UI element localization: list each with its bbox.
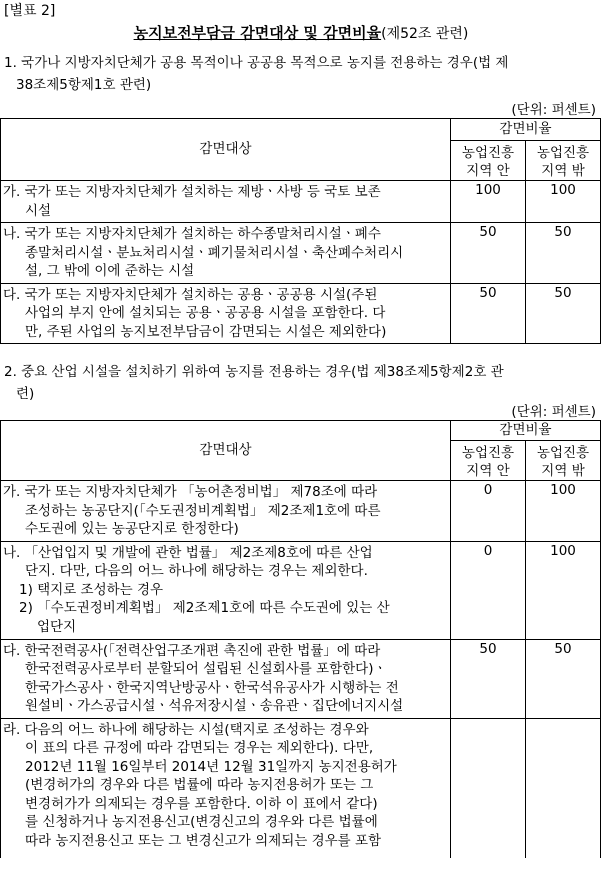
row-rate-out: 50 (526, 283, 601, 344)
section2-heading-line2: 련) (16, 386, 35, 402)
row-rate-out: 100 (526, 481, 601, 542)
section1-heading (4, 52, 598, 96)
row-line: (변경허가의 경우와 다른 법률에 따라 농지전용허가 또는 그 (25, 777, 374, 793)
row-line: 다. 국가 또는 지방자치단체가 설치하는 공용ㆍ공공용 시설(주된 (3, 286, 378, 303)
header-in-zone (451, 441, 526, 481)
row-line: 단지. 다만, 다음의 어느 하나에 해당하는 경우는 제외한다. (25, 563, 368, 579)
row-target (1, 639, 451, 718)
header-out-zone (526, 141, 601, 181)
row-line: 를 신청하거나 농지전용신고(변경신고의 경우와 다른 법률에 (25, 814, 378, 830)
header-in-zone-line1: 농업진흥 (461, 145, 515, 161)
document-title (0, 22, 602, 43)
row-rate-out: 100 (526, 181, 601, 223)
row-line: 시설 (25, 202, 52, 219)
section1-unit: (단위: 퍼센트) (511, 102, 596, 118)
header-in-zone-line1: 농업진흥 (461, 445, 515, 461)
header-out-zone-line1: 농업진흥 (536, 445, 590, 461)
header-out-zone-line2: 지역 밖 (541, 163, 585, 179)
row-line: 조성하는 농공단지(「수도권정비계획법」 제2조제1호에 따른 (25, 502, 381, 519)
row-line: 가. 국가 또는 지방자치단체가 「농어촌정비법」 제78조에 따라 (3, 484, 378, 500)
row-line: 라. 다음의 어느 하나에 해당하는 시설(택지로 조성하는 경우와 (3, 721, 369, 738)
row-line: 한국가스공사ㆍ한국지역난방공사ㆍ한국석유공사가 시행하는 전 (25, 679, 399, 696)
row-rate-out: 50 (526, 223, 601, 284)
row-rate-out: 100 (526, 541, 601, 639)
table-row (1, 541, 601, 639)
row-rate-out: 50 (526, 639, 601, 718)
header-rate: 감면비율 (451, 421, 601, 441)
row-rate-in: 0 (451, 541, 526, 639)
row-subitem: 2) 「수도권정비계획법」 제2조제1호에 따른 수도권에 있는 산 (19, 600, 390, 616)
table-row (1, 481, 601, 542)
row-line: 원설비ㆍ가스공급시설ㆍ석유저장시설ㆍ송유관ㆍ집단에너지시설 (25, 698, 404, 714)
row-target (1, 481, 451, 542)
header-out-zone-line2: 지역 밖 (541, 463, 585, 479)
table-row (1, 283, 601, 344)
row-target (1, 541, 451, 639)
annex-tag: [별표 2] (4, 3, 56, 19)
header-rate: 감면비율 (451, 119, 601, 141)
title-suffix: (제52조 관련) (381, 26, 469, 42)
header-in-zone-line2: 지역 안 (466, 463, 510, 479)
row-line: 종말처리시설ㆍ분뇨처리시설ㆍ폐기물처리시설ㆍ축산폐수처리시 (25, 244, 404, 261)
row-subitem-cont: 업단지 (37, 618, 77, 635)
section1-table (0, 118, 601, 344)
row-line: 변경허가가 의제되는 경우를 포함한다. 이하 이 표에서 같다) (25, 795, 378, 812)
row-line: 가. 국가 또는 지방자치단체가 설치하는 제방ㆍ사방 등 국토 보존 (3, 184, 381, 200)
row-line: 한국전력공사로부터 분할되어 설립된 신설회사를 포함한다)ㆍ (25, 661, 387, 677)
row-line: 따라 농지전용신고 또는 그 변경신고가 의제되는 경우를 포함 (25, 832, 382, 849)
row-rate-in (451, 718, 526, 858)
table-row (1, 181, 601, 223)
row-line: 사업의 부지 안에 설치되는 공용ㆍ공공용 시설을 포함한다. 다 (25, 305, 386, 321)
header-in-zone-line2: 지역 안 (466, 163, 510, 179)
section1-heading-line1: 1. 국가나 지방자치단체가 공용 목적이나 공공용 목적으로 농지를 전용하는 경우(법 제 (4, 55, 509, 71)
table-row (1, 718, 601, 858)
row-rate-in: 50 (451, 283, 526, 344)
header-in-zone (451, 141, 526, 181)
row-rate-in: 0 (451, 481, 526, 542)
table-row (1, 639, 601, 718)
row-line: 2012년 11월 16일부터 2014년 12월 31일까지 농지전용허가 (25, 758, 397, 775)
row-rate-out (526, 718, 601, 858)
row-line: 이 표의 다른 규정에 따라 감면되는 경우는 제외한다). 다만, (25, 740, 374, 756)
row-target (1, 181, 451, 223)
section2-heading (4, 361, 598, 405)
row-rate-in: 100 (451, 181, 526, 223)
row-line: 설, 그 밖에 이에 준하는 시설 (25, 263, 195, 279)
row-line: 나. 「산업입지 및 개발에 관한 법률」 제2조제8호에 따른 산업 (3, 544, 373, 561)
header-out-zone (526, 441, 601, 481)
header-target: 감면대상 (1, 119, 451, 181)
section2-unit: (단위: 퍼센트) (511, 404, 596, 420)
section2-table (0, 420, 601, 858)
row-line: 다. 한국전력공사(「전력산업구조개편 촉진에 관한 법률」에 따라 (3, 642, 381, 659)
row-rate-in: 50 (451, 223, 526, 284)
section1-heading-line2: 38조제5항제1호 관련) (16, 77, 152, 93)
header-out-zone-line1: 농업진흥 (536, 145, 590, 161)
row-target (1, 223, 451, 284)
row-line: 만, 주된 사업의 농지보전부담금이 감면되는 시설은 제외한다) (25, 323, 387, 340)
title-main: 농지보전부담금 감면대상 및 감면비율 (133, 24, 382, 42)
table-row (1, 223, 601, 284)
row-rate-in: 50 (451, 639, 526, 718)
row-subitem: 1) 택지로 조성하는 경우 (19, 581, 164, 598)
section2-heading-line1: 2. 중요 산업 시설을 설치하기 위하여 농지를 전용하는 경우(법 제38조제5항제2호 관 (4, 364, 504, 380)
row-line: 나. 국가 또는 지방자치단체가 설치하는 하수종말처리시설ㆍ폐수 (3, 226, 381, 242)
row-target (1, 283, 451, 344)
row-line: 수도권에 있는 농공단지로 한정한다) (25, 521, 239, 537)
row-target (1, 718, 451, 858)
header-target: 감면대상 (1, 421, 451, 481)
